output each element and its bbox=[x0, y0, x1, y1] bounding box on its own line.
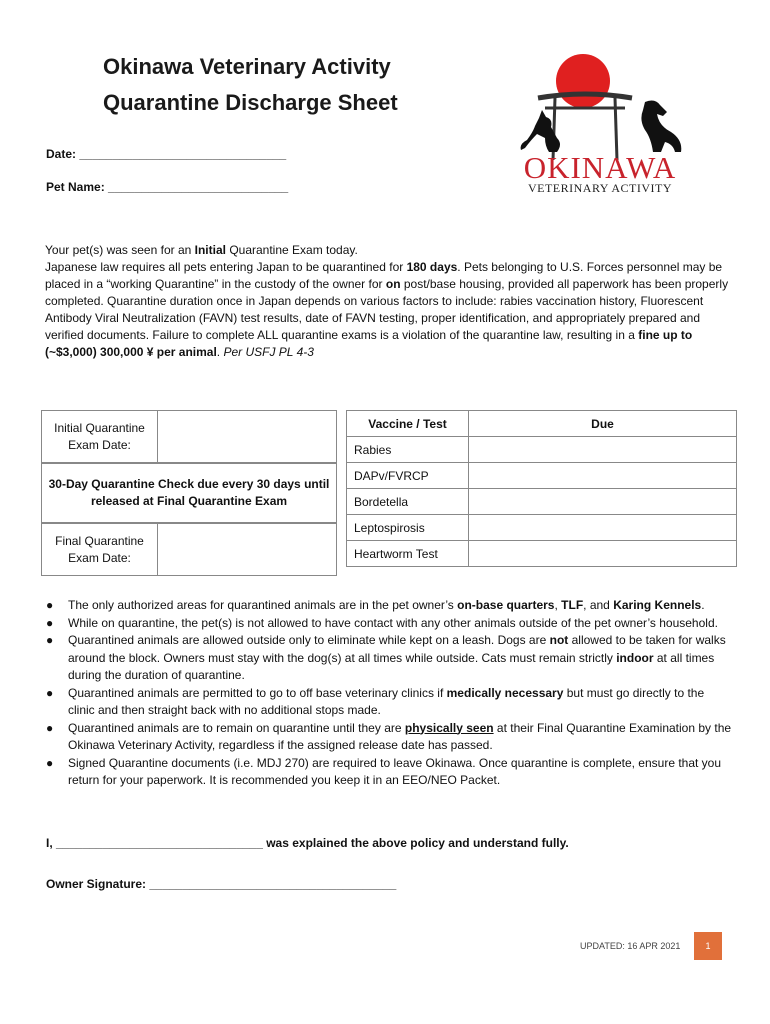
logo-word-okinawa: OKINAWA bbox=[523, 150, 677, 185]
bullet-icon: ● bbox=[46, 685, 54, 700]
bullet-icon: ● bbox=[46, 598, 54, 612]
due-cell[interactable] bbox=[469, 437, 737, 463]
initial-exam-date-box bbox=[41, 410, 337, 463]
table-header-row bbox=[347, 411, 737, 437]
vaccine-name: Bordetella bbox=[347, 489, 469, 515]
table-row bbox=[347, 515, 737, 541]
vaccine-name: Heartworm Test bbox=[347, 541, 469, 567]
final-exam-date-box bbox=[41, 523, 337, 576]
rising-sun-icon bbox=[556, 54, 610, 108]
vaccine-table bbox=[346, 410, 737, 567]
due-cell[interactable] bbox=[469, 541, 737, 567]
due-cell[interactable] bbox=[469, 463, 737, 489]
intro-line2: Japanese law requires all pets entering Japan to be quarantined for 180 days. Pets belonging to U.S. Forces personnel may be placed in a “working Quarantine” in the custody of the owner for on post/base housing, provided all paperwork has been properly completed. Quarantine duration once in Japan depends on various factors to include: rabies vaccination history, Fluorescent Antibody Viral Neutralization (FAVN) test results, date of FAVN testing, proper identification, and appropriately prepared and verified documents. Failure to complete ALL quarantine exams is a violation of the quarantine law, resulting in a fine up to (~$3,000) 300,000 ¥ per animal. Per USFJ PL 4-3 bbox=[45, 260, 729, 359]
final-exam-date-input[interactable] bbox=[157, 524, 336, 575]
due-cell[interactable] bbox=[469, 515, 737, 541]
bullet-icon: ● bbox=[46, 755, 54, 770]
policy-bullets bbox=[42, 597, 732, 790]
logo-word-veterinary-activity: VETERINARY ACTIVITY bbox=[527, 181, 673, 195]
page-number-badge: 1 bbox=[694, 932, 722, 960]
due-header: Due bbox=[469, 411, 737, 437]
bullet-icon: ● bbox=[46, 633, 54, 647]
dog-silhouette-icon bbox=[641, 101, 681, 152]
initial-exam-date-input[interactable] bbox=[157, 411, 336, 462]
pet-name-field[interactable]: Pet Name: ___________________________ bbox=[46, 180, 289, 194]
page-title-line1: Okinawa Veterinary Activity bbox=[103, 54, 391, 79]
intro-text bbox=[45, 242, 735, 361]
list-item: ● Quarantined animals are allowed outside only to eliminate while kept on a leash. Dogs are not allowed to be taken for walks around the block. Owners must stay with the dog(s) at all times while outside. Cats must remain strictly indoor at all times during the duration of quarantine. bbox=[46, 633, 726, 682]
final-exam-date-label: Final Quarantine Exam Date: bbox=[55, 533, 144, 565]
thirty-day-check-note: 30-Day Quarantine Check due every 30 days until released at Final Quarantine Exam bbox=[41, 463, 337, 523]
list-item: ● Quarantined animals are permitted to go to off base veterinary clinics if medically necessary but must go directly to the clinic and then straight back with no additional stops made. bbox=[46, 685, 705, 717]
vaccine-name: Rabies bbox=[347, 437, 469, 463]
vaccine-test-header: Vaccine / Test bbox=[347, 411, 469, 437]
page-title-line2: Quarantine Discharge Sheet bbox=[103, 90, 398, 115]
table-row bbox=[347, 541, 737, 567]
owner-signature-field[interactable]: Owner Signature: _____________________________________ bbox=[46, 877, 397, 891]
list-item: ● Signed Quarantine documents (i.e. MDJ 270) are required to leave Okinawa. Once quarantine is complete, ensure that you return for your paperwork. It is recommended you keep it in an EEO/NEO Packet. bbox=[46, 755, 722, 787]
list-item: ● The only authorized areas for quarantined animals are in the pet owner’s on-base quarters, TLF, and Karing Kennels. bbox=[42, 597, 732, 615]
table-row bbox=[347, 463, 737, 489]
intro-line1: Your pet(s) was seen for an Initial Quarantine Exam today. bbox=[45, 243, 358, 257]
acknowledgement-line[interactable]: I, _______________________________ was explained the above policy and understand fully. bbox=[46, 836, 569, 850]
okinawa-vet-logo bbox=[505, 50, 695, 195]
table-row bbox=[347, 489, 737, 515]
table-row bbox=[347, 437, 737, 463]
bullet-icon: ● bbox=[46, 720, 54, 735]
updated-date: UPDATED: 16 APR 2021 bbox=[580, 941, 681, 951]
list-item: ● While on quarantine, the pet(s) is not allowed to have contact with any other animals outside of the pet owner’s household. bbox=[42, 615, 732, 633]
initial-exam-date-label: Initial Quarantine Exam Date: bbox=[54, 420, 145, 452]
bullet-icon: ● bbox=[46, 615, 54, 630]
vaccine-name: Leptospirosis bbox=[347, 515, 469, 541]
vaccine-name: DAPv/FVRCP bbox=[347, 463, 469, 489]
due-cell[interactable] bbox=[469, 489, 737, 515]
date-field[interactable]: Date: _______________________________ bbox=[46, 147, 287, 161]
list-item: ● Quarantined animals are to remain on quarantine until they are physically seen at their Final Quarantine Examination by the Okinawa Veterinary Activity, regardless if the assigned release date has passed. bbox=[46, 720, 732, 752]
